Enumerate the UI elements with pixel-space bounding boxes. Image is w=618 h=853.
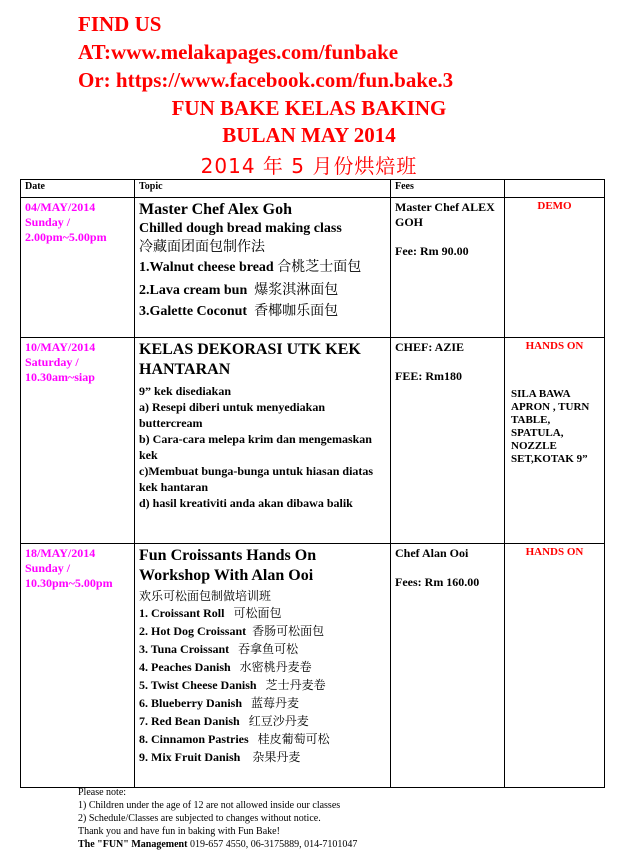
page-title: FUN BAKE KELAS BAKING xyxy=(171,96,447,120)
list-item: 3. Tuna Croissant 吞拿鱼可松 xyxy=(139,642,299,656)
class-title-cn: 欢乐可松面包制做培训班 xyxy=(139,589,272,603)
management-name: The "FUN" Management xyxy=(78,839,188,850)
class-day: Sunday / xyxy=(25,561,71,575)
class-time: 10.30am~siap xyxy=(25,370,95,384)
topic-cell xyxy=(135,338,391,544)
class-subtitle: 9” kek disediakan xyxy=(139,384,232,398)
col-header-topic: Topic xyxy=(135,180,391,198)
list-item: 4. Peaches Danish 水密桃丹麦卷 xyxy=(139,660,312,674)
list-item: a) Resepi diberi untuk menyediakan buttercream xyxy=(139,400,326,430)
tag-cell xyxy=(505,338,605,544)
list-item: 5. Twist Cheese Danish 芝士丹麦卷 xyxy=(139,678,326,692)
list-item: 6. Blueberry Danish 蓝莓丹麦 xyxy=(139,696,300,710)
class-time: 2.00pm~5.00pm xyxy=(25,230,107,244)
class-time: 10.30pm~5.00pm xyxy=(25,576,113,590)
fees-cell xyxy=(391,544,505,788)
list-item: d) hasil kreativiti anda akan dibawa balik xyxy=(139,496,353,510)
fee-chef: Chef Alan Ooi xyxy=(395,546,469,560)
col-header-extra xyxy=(505,180,605,198)
list-item: 9. Mix Fruit Danish 杂果丹麦 xyxy=(139,750,301,764)
course-name-cn: 冷藏面团面包制作法 xyxy=(139,239,265,255)
course-name: Chilled dough bread making class xyxy=(139,221,342,236)
tag-cell xyxy=(505,544,605,788)
facebook-link[interactable]: Or: https://www.facebook.com/fun.bake.3 xyxy=(78,68,454,92)
fee-chef: Master Chef ALEX GOH xyxy=(395,200,495,229)
class-day: Sunday / xyxy=(25,215,71,229)
list-item: b) Cara-cara melepa krim dan mengemaskan kek xyxy=(139,432,372,462)
date-cell xyxy=(21,338,135,544)
list-item: 2. Hot Dog Croissant 香肠可松面包 xyxy=(139,624,325,638)
list-item: 1. Croissant Roll 可松面包 xyxy=(139,606,282,620)
notes-heading: Please note: xyxy=(78,787,127,798)
fees-cell xyxy=(391,198,505,338)
table-row xyxy=(21,198,605,338)
phone-numbers: 019-657 4550, 06-3175889, 014-7101047 xyxy=(189,839,358,850)
bring-items-note: SILA BAWA APRON , TURN TABLE, SPATULA, NOZZLE SET,KOTAK 9” xyxy=(511,388,590,465)
topic-cell xyxy=(135,544,391,788)
website-link[interactable]: AT:www.melakapages.com/funbake xyxy=(78,40,399,64)
class-date: 04/MAY/2014 xyxy=(25,200,96,214)
class-day: Saturday / xyxy=(25,355,79,369)
status-badge: HANDS ON xyxy=(525,546,584,558)
note-line: 1) Children under the age of 12 are not allowed inside our classes xyxy=(78,800,341,811)
date-cell xyxy=(21,544,135,788)
table-header-row xyxy=(21,180,605,198)
list-item: c)Membuat bunga-bunga untuk hiasan diatas kek hantaran xyxy=(139,464,374,494)
table-row xyxy=(21,338,605,544)
fee-amount: FEE: Rm180 xyxy=(395,369,462,383)
list-item: 8. Cinnamon Pastries 桂皮葡萄可松 xyxy=(139,732,330,746)
list-item: 2.Lava cream bun 爆浆淇淋面包 xyxy=(139,282,339,298)
class-date: 18/MAY/2014 xyxy=(25,546,96,560)
list-item: 7. Red Bean Danish 红豆沙丹麦 xyxy=(139,714,309,728)
list-item: 3.Galette Coconut 香椰咖乐面包 xyxy=(139,303,339,319)
management-line xyxy=(78,838,357,851)
fee-amount: Fee: Rm 90.00 xyxy=(395,244,469,258)
date-cell xyxy=(21,198,135,338)
schedule-table xyxy=(20,179,605,788)
fee-chef: CHEF: AZIE xyxy=(395,340,465,354)
month-title: BULAN MAY 2014 xyxy=(222,123,396,147)
status-badge: DEMO xyxy=(537,200,572,212)
list-item: 1.Walnut cheese bread 合桃芝士面包 xyxy=(139,259,362,275)
note-line: Thank you and have fun in baking with Fun Bake! xyxy=(78,826,280,837)
status-badge: HANDS ON xyxy=(525,340,584,352)
notes-section xyxy=(78,786,357,851)
fee-amount: Fees: Rm 160.00 xyxy=(395,575,480,589)
col-header-fees: Fees xyxy=(391,180,505,198)
class-date: 10/MAY/2014 xyxy=(25,340,96,354)
topic-cell xyxy=(135,198,391,338)
chef-name: Master Chef Alex Goh xyxy=(139,201,293,218)
find-us-heading: FIND US xyxy=(78,12,162,36)
tag-cell xyxy=(505,198,605,338)
chinese-title: 2014 年 5 月份烘焙班 xyxy=(200,154,418,178)
note-line: 2) Schedule/Classes are subjected to changes without notice. xyxy=(78,813,321,824)
class-title: Fun Croissants Hands On Workshop With Alan Ooi xyxy=(139,547,317,584)
col-header-date: Date xyxy=(21,180,135,198)
table-row xyxy=(21,544,605,788)
fees-cell xyxy=(391,338,505,544)
class-title: KELAS DEKORASI UTK KEK HANTARAN xyxy=(139,341,361,378)
